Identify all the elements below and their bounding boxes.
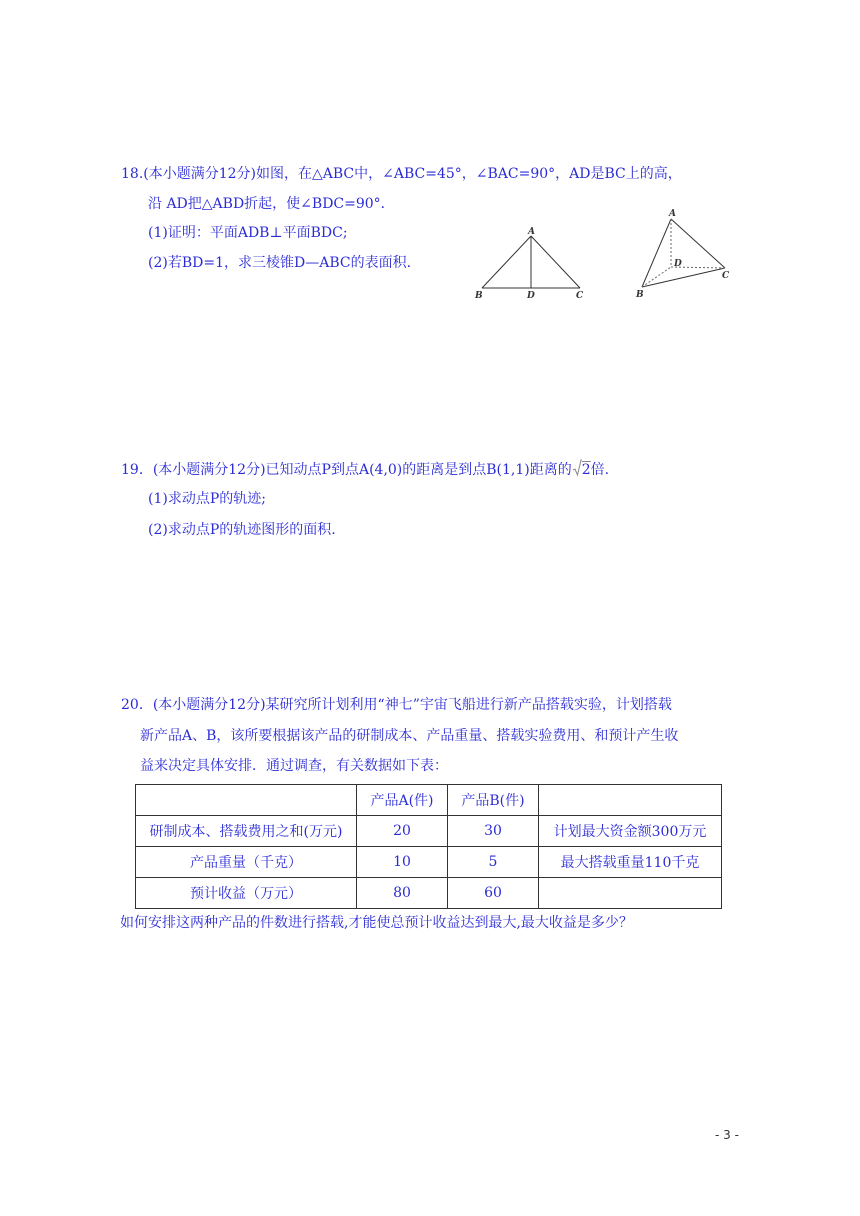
tetrahedron-figure bbox=[630, 205, 740, 300]
q19-radicand: 2 bbox=[581, 462, 591, 478]
table-cell: 产品A(件) bbox=[357, 785, 448, 816]
table-header-row bbox=[136, 785, 722, 816]
triangle-figure bbox=[470, 222, 590, 302]
table-cell: 研制成本、搭载费用之和(万元) bbox=[136, 816, 357, 847]
fig2-label-c: C bbox=[722, 271, 730, 281]
table-cell: 60 bbox=[448, 878, 539, 909]
table-cell: 80 bbox=[357, 878, 448, 909]
table-cell: 产品重量（千克） bbox=[136, 847, 357, 878]
fig1-label-c: C bbox=[576, 291, 584, 301]
q19-line1-prefix: 19．(本小题满分12分)已知动点P到点A(4,0)的距离是到点B(1,1)距离的 bbox=[121, 462, 572, 478]
q18-line1: 18.(本小题满分12分)如图，在△ABC中，∠ABC=45°，∠BAC=90°，AD是BC上的高， bbox=[121, 166, 682, 182]
q20-line1: 20．(本小题满分12分)某研究所计划利用“神七”宇宙飞船进行新产品搭载实验，计划搭载 bbox=[121, 697, 672, 713]
fig2-label-b: B bbox=[636, 290, 644, 300]
table-row bbox=[136, 816, 722, 847]
table-cell: 20 bbox=[357, 816, 448, 847]
fig1-label-a: A bbox=[528, 227, 535, 237]
product-data-table bbox=[135, 784, 722, 909]
table-cell bbox=[539, 785, 722, 816]
table-cell: 预计收益（万元） bbox=[136, 878, 357, 909]
q18-line2: 沿 AD把△ABD折起，使∠BDC=90°． bbox=[148, 196, 395, 212]
page-number: - 3 - bbox=[715, 1128, 739, 1142]
q20-line2: 新产品A、B，该所要根据该产品的研制成本、产品重量、搭载实验费用、和预计产生收 bbox=[140, 728, 679, 744]
table-cell: 最大搭载重量110千克 bbox=[539, 847, 722, 878]
table-cell: 产品B(件) bbox=[448, 785, 539, 816]
table-cell: 5 bbox=[448, 847, 539, 878]
q19-part2: (2)求动点P的轨迹图形的面积. bbox=[148, 522, 336, 538]
fig1-label-b: B bbox=[475, 291, 483, 301]
q19-part1: (1)求动点P的轨迹; bbox=[148, 491, 266, 507]
table-cell: 30 bbox=[448, 816, 539, 847]
q19-line1-suffix: 倍. bbox=[590, 462, 610, 478]
fig1-label-d: D bbox=[527, 291, 535, 301]
fig2-label-d: D bbox=[674, 259, 682, 269]
q19-line1 bbox=[121, 459, 609, 480]
table-cell bbox=[539, 878, 722, 909]
q20-line3: 益来决定具体安排．通过调查，有关数据如下表： bbox=[140, 758, 448, 774]
fig2-label-a: A bbox=[669, 209, 676, 219]
q18-part1: (1)证明：平面ADB⊥平面BDC; bbox=[148, 225, 348, 241]
table-row bbox=[136, 847, 722, 878]
table-cell: 计划最大资金额300万元 bbox=[539, 816, 722, 847]
q18-part2: (2)若BD=1，求三棱锥D—ABC的表面积. bbox=[148, 255, 412, 271]
table-row bbox=[136, 878, 722, 909]
q20-question: 如何安排这两种产品的件数进行搭载,才能使总预计收益达到最大,最大收益是多少？ bbox=[120, 915, 633, 931]
table-cell: 10 bbox=[357, 847, 448, 878]
sqrt-symbol bbox=[572, 459, 591, 480]
table-cell bbox=[136, 785, 357, 816]
